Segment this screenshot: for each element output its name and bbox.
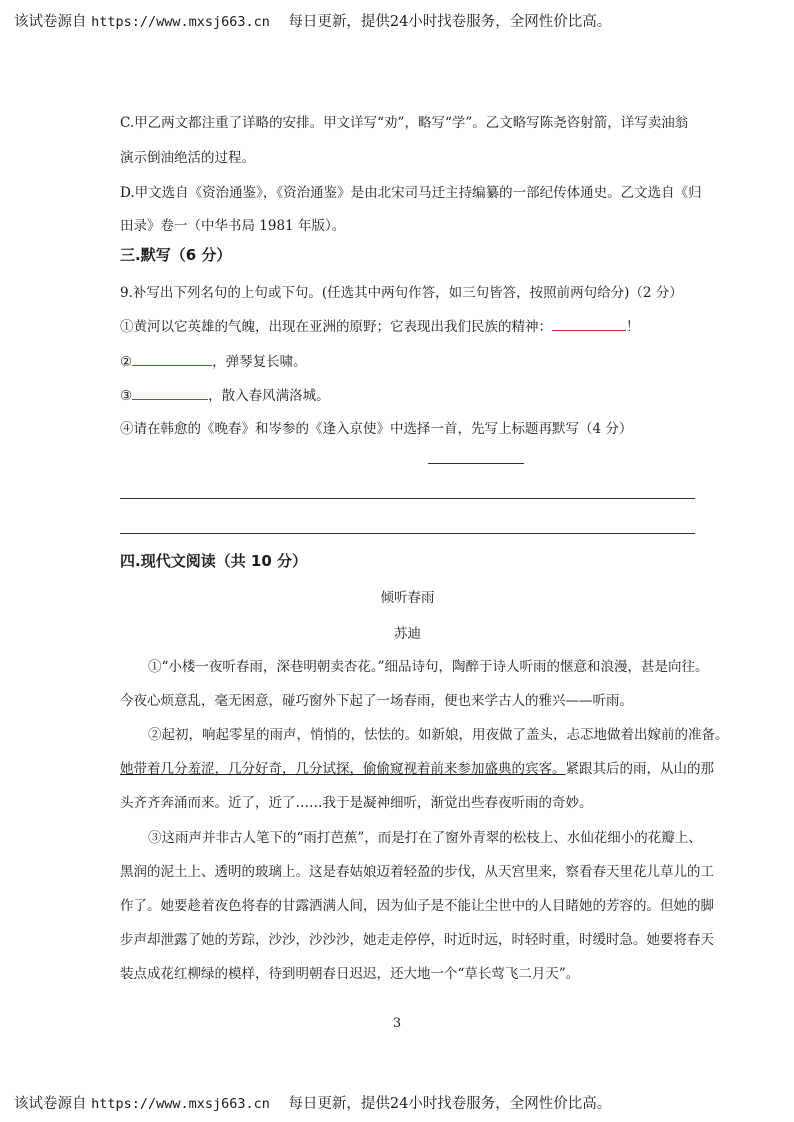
header-prefix: 该试卷源自 (14, 14, 87, 30)
article-title: 倾听春雨 (380, 590, 435, 606)
answer-line-2[interactable] (120, 533, 695, 534)
paragraph-2-line3: 头齐齐奔涌而来。近了，近了……我于是凝神细听，渐觉出些春夜听雨的奇妙。 (120, 795, 593, 811)
footer-url-link[interactable]: https://www.mxsj663.cn (91, 1096, 270, 1112)
recite-item-4: ④请在韩愈的《晚春》和岑参的《逢入京使》中选择一首，先写上标题再默写（4 分） (120, 421, 633, 437)
section-3-title: 三.默写（6 分） (120, 246, 232, 264)
answer-blank-3[interactable] (132, 387, 208, 400)
option-c-line1: C.甲乙两文都注重了详略的安排。甲文详写“劝”，略写“学”。乙文略写陈尧咨射箭，详写卖油翁 (120, 115, 689, 131)
paragraph-1-line1: ①“小楼一夜听春雨，深巷明朝卖杏花。”细品诗句，陶醉于诗人听雨的惬意和浪漫，甚是向往。 (148, 659, 709, 675)
recite-item-1 (120, 315, 700, 335)
recite-item-2-text: ，弹琴复长啸。 (212, 354, 307, 370)
option-c-line2: 演示倒油绝活的过程。 (120, 150, 255, 166)
paragraph-2-line2-rest: 紧跟其后的雨，从山的那 (565, 761, 714, 777)
footer-prefix: 该试卷源自 (14, 1096, 87, 1112)
underlined-sentence: 她带着几分羞涩，几分好奇，几分试探，偷偷窥视着前来参加盛典的宾客。 (120, 761, 566, 777)
page-header (14, 10, 784, 31)
paragraph-3-line3: 作了。她要趁着夜色将春的甘露洒满人间，因为仙子是不能让尘世中的人目睹她的芳容的。但她的脚 (120, 898, 714, 914)
recite-item-2-num: ② (120, 354, 133, 370)
page-number: 3 (392, 1016, 402, 1031)
paragraph-3-line4: 步声却泄露了她的芳踪，沙沙，沙沙沙，她走走停停，时近时远，时轻时重，时缓时急。她要将春天 (120, 932, 714, 948)
recite-item-1-text: ①黄河以它英雄的气魄，出现在亚洲的原野；它表现出我们民族的精神： (120, 319, 552, 335)
paragraph-1-line2: 今夜心烦意乱，毫无困意，碰巧窗外下起了一场春雨，便也来学古人的雅兴——听雨。 (120, 693, 633, 709)
article-author: 苏迪 (394, 626, 421, 642)
paragraph-3-line5: 装点成花红柳绿的模样，待到明朝春日迟迟，还大地一个“草长莺飞二月天”。 (120, 966, 580, 982)
option-d-line2: 田录》卷一（中华书局 1981 年版）。 (120, 218, 346, 234)
footer-slogan: 每日更新，提供24小时找卷服务，全网性价比高。 (288, 1096, 612, 1112)
header-slogan: 每日更新，提供24小时找卷服务，全网性价比高。 (288, 14, 612, 30)
recite-item-1-end: ！ (626, 319, 640, 335)
recite-item-3 (120, 384, 700, 404)
page-footer (14, 1092, 784, 1113)
answer-blank-2[interactable] (132, 353, 212, 366)
answer-line-1[interactable] (120, 498, 695, 499)
header-url-link[interactable]: https://www.mxsj663.cn (91, 14, 270, 30)
answer-blank-1[interactable] (552, 318, 626, 331)
poem-title-blank[interactable] (428, 463, 524, 464)
recite-item-3-num: ③ (120, 388, 133, 404)
paragraph-3-line2: 黑润的泥土上、透明的玻璃上。这是春姑娘迈着轻盈的步伐，从天宫里来，察看春天里花儿草儿的工 (120, 864, 714, 880)
section-4-title: 四.现代文阅读（共 10 分） (120, 552, 308, 570)
paragraph-2-line1: ②起初，响起零星的雨声，悄悄的，怯怯的。如新娘，用夜做了盖头，忐忑地做着出嫁前的准备。 (148, 727, 729, 743)
paragraph-2-line2 (120, 757, 714, 777)
recite-item-3-text: ，散入春风满洛城。 (208, 388, 330, 404)
paragraph-3-line1: ③这雨声并非古人笔下的“雨打芭蕉”，而是打在了窗外青翠的松枝上、水仙花细小的花瓣上、 (148, 830, 702, 846)
option-d-line1: D.甲文选自《资治通鉴》，《资治通鉴》是由北宋司马迁主持编纂的一部纪传体通史。乙文选自《归 (120, 185, 702, 201)
recite-item-2 (120, 350, 700, 370)
question-9: 9.补写出下列名句的上句或下句。(任选其中两句作答，如三句皆答，按照前两句给分)（2 分） (120, 285, 683, 301)
